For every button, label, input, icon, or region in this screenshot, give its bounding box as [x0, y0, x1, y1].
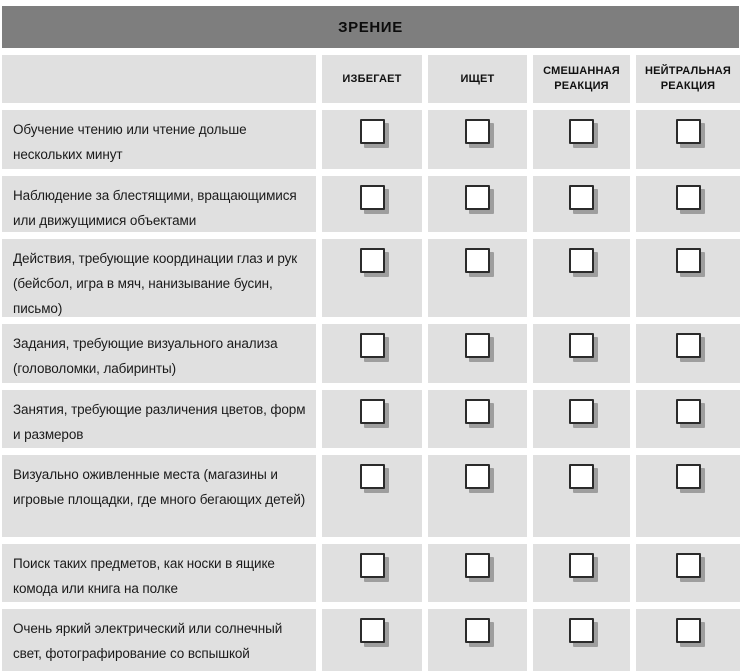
cell-mixed — [533, 176, 630, 232]
cell-mixed — [533, 609, 630, 671]
checkbox-avoids[interactable] — [360, 248, 385, 273]
cell-seeks — [428, 176, 527, 232]
checkbox-seeks[interactable] — [465, 618, 490, 643]
checkbox-seeks[interactable] — [465, 553, 490, 578]
cell-seeks — [428, 110, 527, 169]
checkbox-avoids[interactable] — [360, 399, 385, 424]
checkbox-seeks[interactable] — [465, 248, 490, 273]
cell-avoids — [322, 239, 422, 317]
cell-neutral — [636, 544, 740, 602]
cell-neutral — [636, 609, 740, 671]
checkbox-mixed[interactable] — [569, 464, 594, 489]
checkbox-seeks[interactable] — [465, 185, 490, 210]
checkbox-neutral[interactable] — [676, 399, 701, 424]
checkbox-neutral[interactable] — [676, 464, 701, 489]
checkbox-neutral[interactable] — [676, 553, 701, 578]
column-header-avoids: ИЗБЕГАЕТ — [322, 55, 422, 103]
cell-avoids — [322, 110, 422, 169]
cell-neutral — [636, 176, 740, 232]
checkbox-neutral[interactable] — [676, 248, 701, 273]
cell-neutral — [636, 390, 740, 448]
checkbox-mixed[interactable] — [569, 399, 594, 424]
cell-mixed — [533, 110, 630, 169]
checkbox-avoids[interactable] — [360, 119, 385, 144]
cell-mixed — [533, 390, 630, 448]
row-label: Поиск таких предметов, как носки в ящике комода или книга на полке — [2, 544, 316, 602]
checkbox-seeks[interactable] — [465, 464, 490, 489]
cell-seeks — [428, 324, 527, 383]
row-label: Визуально оживленные места (магазины и игровые площадки, где много бегающих детей) — [2, 455, 316, 537]
row-label: Задания, требующие визуального анализа (головоломки, лабиринты) — [2, 324, 316, 383]
section-header-bar — [2, 6, 739, 48]
checkbox-neutral[interactable] — [676, 333, 701, 358]
cell-neutral — [636, 324, 740, 383]
cell-avoids — [322, 390, 422, 448]
checkbox-neutral[interactable] — [676, 618, 701, 643]
checkbox-neutral[interactable] — [676, 185, 701, 210]
row-label: Наблюдение за блестящими, вращающимися или движущимися объектами — [2, 176, 316, 232]
cell-seeks — [428, 609, 527, 671]
checkbox-mixed[interactable] — [569, 119, 594, 144]
column-header-neutral-reaction: НЕЙТРАЛЬНАЯ РЕАКЦИЯ — [636, 55, 740, 103]
cell-mixed — [533, 239, 630, 317]
checkbox-avoids[interactable] — [360, 553, 385, 578]
checkbox-mixed[interactable] — [569, 618, 594, 643]
corner-cell — [2, 55, 316, 103]
row-label: Очень яркий электрический или солнечный свет, фотографирование со вспышкой — [2, 609, 316, 671]
checkbox-avoids[interactable] — [360, 618, 385, 643]
cell-mixed — [533, 324, 630, 383]
column-header-seeks: ИЩЕТ — [428, 55, 527, 103]
checkbox-avoids[interactable] — [360, 464, 385, 489]
cell-avoids — [322, 324, 422, 383]
cell-avoids — [322, 176, 422, 232]
cell-seeks — [428, 544, 527, 602]
cell-avoids — [322, 609, 422, 671]
column-header-mixed-reaction: СМЕШАННАЯ РЕАКЦИЯ — [533, 55, 630, 103]
checkbox-mixed[interactable] — [569, 248, 594, 273]
cell-mixed — [533, 455, 630, 537]
cell-neutral — [636, 455, 740, 537]
row-label: Занятия, требующие различения цветов, форм и размеров — [2, 390, 316, 448]
checkbox-avoids[interactable] — [360, 333, 385, 358]
checkbox-seeks[interactable] — [465, 399, 490, 424]
cell-neutral — [636, 239, 740, 317]
vision-table — [2, 55, 740, 671]
checkbox-neutral[interactable] — [676, 119, 701, 144]
cell-seeks — [428, 390, 527, 448]
section-title: ЗРЕНИЕ — [338, 18, 403, 36]
cell-avoids — [322, 455, 422, 537]
cell-avoids — [322, 544, 422, 602]
checkbox-mixed[interactable] — [569, 553, 594, 578]
row-label: Обучение чтению или чтение дольше нескольких минут — [2, 110, 316, 169]
checkbox-mixed[interactable] — [569, 185, 594, 210]
cell-neutral — [636, 110, 740, 169]
cell-mixed — [533, 544, 630, 602]
checkbox-mixed[interactable] — [569, 333, 594, 358]
cell-seeks — [428, 455, 527, 537]
cell-seeks — [428, 239, 527, 317]
row-label: Действия, требующие координации глаз и рук (бейсбол, игра в мяч, нанизывание бусин, письмо) — [2, 239, 316, 317]
checkbox-avoids[interactable] — [360, 185, 385, 210]
checkbox-seeks[interactable] — [465, 119, 490, 144]
checkbox-seeks[interactable] — [465, 333, 490, 358]
